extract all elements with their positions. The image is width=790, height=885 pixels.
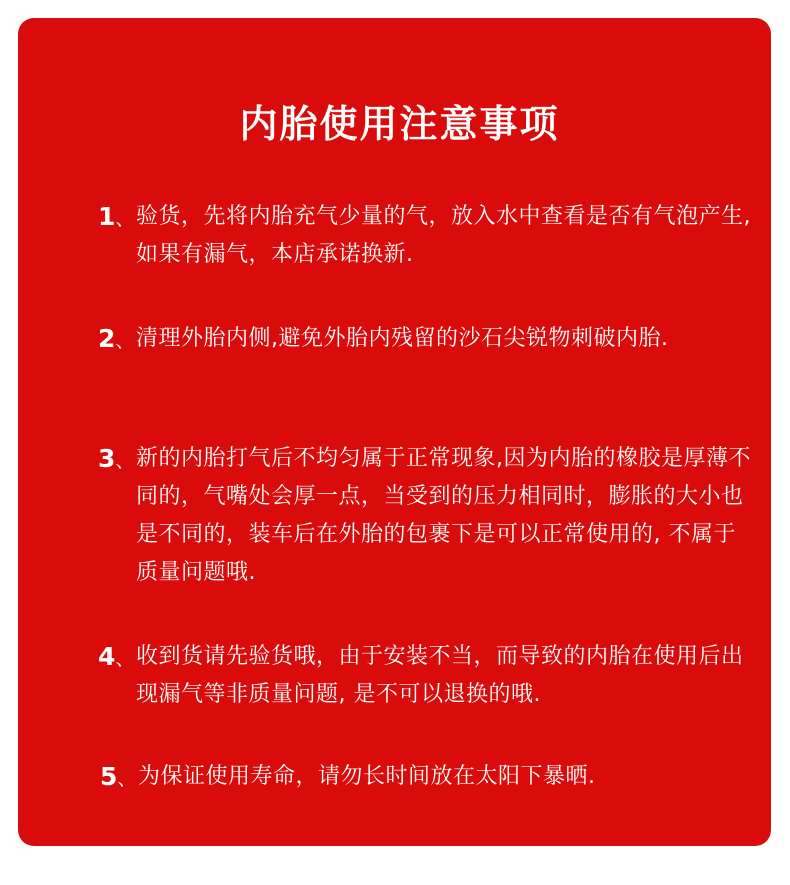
notice-card xyxy=(18,18,771,846)
notice-item-4 xyxy=(98,638,758,714)
item-text: 为保证使用寿命，请勿长时间放在太阳下暴晒. xyxy=(138,764,596,789)
item-text: 收到货请先验货哦，由于安装不当，而导致的内胎在使用后出现漏气等非质量问题, 是不可以退换的哦. xyxy=(136,644,744,707)
item-number: 4、 xyxy=(98,642,135,671)
page-title: 内胎使用注意事项 xyxy=(239,102,560,146)
notice-item-5 xyxy=(100,758,760,796)
item-number: 1、 xyxy=(98,202,135,231)
notice-item-1 xyxy=(98,198,758,274)
item-number: 5、 xyxy=(100,762,137,791)
item-text: 清理外胎内侧,避免外胎内残留的沙石尖锐物刺破内胎. xyxy=(136,326,669,351)
item-text: 验货，先将内胎充气少量的气，放入水中查看是否有气泡产生, 如果有漏气，本店承诺换新. xyxy=(136,204,751,267)
item-text: 新的内胎打气后不均匀属于正常现象,因为内胎的橡胶是厚薄不同的，气嘴处会厚一点，当受到的压力相同时，膨胀的大小也是不同的，装车后在外胎的包裹下是可以正常使用的, 不属于质量问题哦. xyxy=(136,446,751,585)
item-number: 3、 xyxy=(98,444,135,473)
notice-item-2 xyxy=(98,320,758,358)
notice-item-3 xyxy=(98,440,758,592)
item-number: 2、 xyxy=(98,324,135,353)
